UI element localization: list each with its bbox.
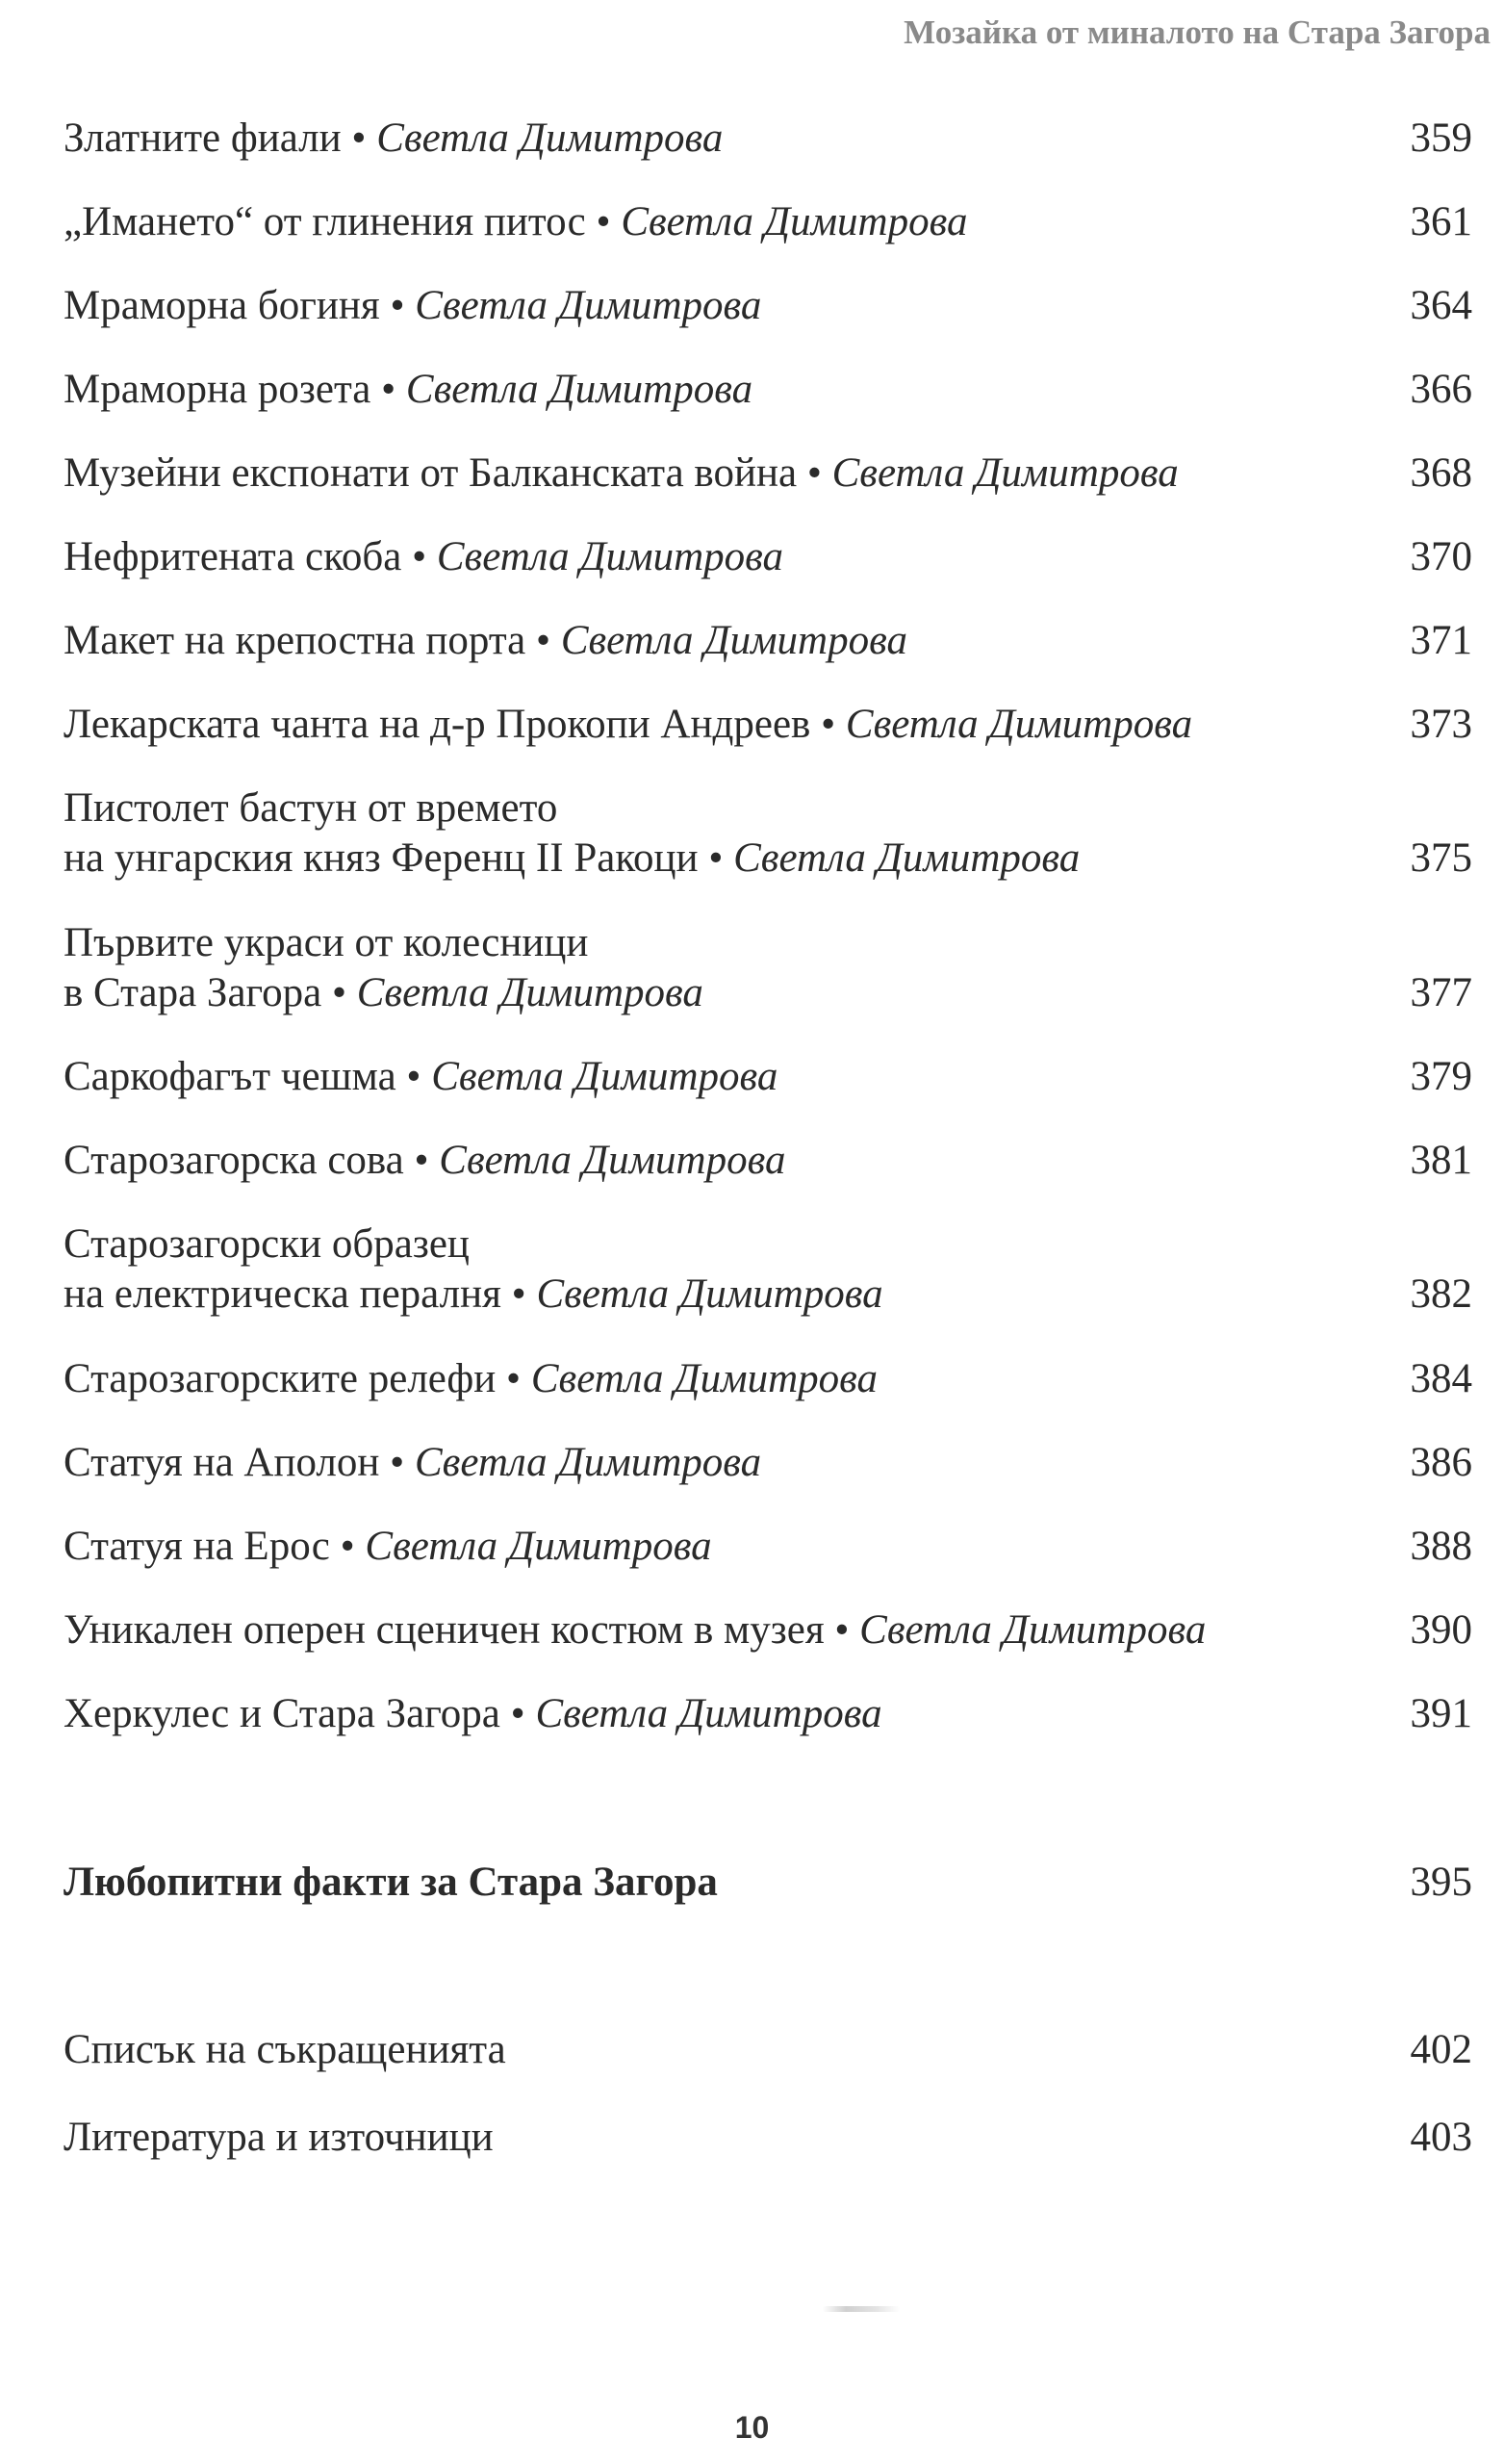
toc-entry (64, 365, 1472, 415)
entry-page: 366 (1410, 367, 1472, 412)
toc-entry (64, 1605, 1472, 1656)
entry-title: Музейни експонати от Балканската война (64, 450, 798, 496)
separator: • (414, 1138, 429, 1183)
toc-entry (64, 1689, 1472, 1739)
entry-page: 377 (1410, 970, 1472, 1015)
entry-author: Светла Димитрова (536, 1271, 883, 1317)
entry-title-line-2 (64, 834, 1366, 884)
separator: • (340, 1524, 355, 1569)
separator: • (390, 1440, 405, 1485)
entry-author: Светла Димитрова (530, 1356, 879, 1401)
backmatter-page: 402 (1410, 2027, 1472, 2072)
entry-title-continued: на електрическа пералня (64, 1271, 501, 1317)
entry-title: Мраморна богиня (64, 283, 380, 328)
toc-entry (64, 918, 1472, 1018)
entry-author: Светла Димитрова (376, 116, 724, 161)
separator: • (511, 1271, 526, 1317)
entry-title: Лекарската чанта на д-р Прокопи Андреев (64, 702, 811, 747)
entry-title: Саркофагът чешма (64, 1054, 396, 1099)
entry-title-line: Пистолет бастун от времето (64, 785, 558, 831)
scan-smudge (823, 2306, 900, 2312)
entry-author: Светла Димитрова (535, 1691, 882, 1736)
entry-title: Златните фиали (64, 116, 342, 161)
entry-author: Светла Димитрова (845, 702, 1193, 747)
toc-backmatter-entry (64, 2025, 1472, 2075)
toc-section-entry (64, 1858, 1472, 1908)
toc-entry (64, 1219, 1472, 1320)
toc-entry-text (64, 783, 1472, 884)
toc-entry-text (64, 197, 1472, 247)
entry-author: Светла Димитрова (431, 1054, 778, 1099)
entry-title: Мраморна розета (64, 367, 371, 412)
toc-entry (64, 1052, 1472, 1102)
entry-page: 379 (1410, 1054, 1472, 1099)
entry-title: Старозагорска сова (64, 1138, 404, 1183)
toc-entry (64, 449, 1472, 499)
entry-title-line: Първите украси от колесници (64, 920, 589, 965)
separator: • (510, 1691, 525, 1736)
entry-author: Светла Димитрова (560, 618, 907, 663)
toc-entry-text (64, 449, 1472, 499)
separator: • (708, 835, 724, 881)
entry-title-line-2 (64, 968, 1366, 1018)
separator: • (331, 970, 346, 1015)
toc-entry (64, 1522, 1472, 1572)
entry-page: 390 (1410, 1607, 1472, 1653)
entry-author: Светла Димитрова (439, 1138, 786, 1183)
toc-entry (64, 1438, 1472, 1488)
separator: • (381, 367, 396, 412)
entry-page: 368 (1410, 450, 1472, 496)
entry-author: Светла Димитрова (733, 835, 1081, 881)
entry-author: Светла Димитрова (365, 1524, 712, 1569)
toc-entry-text (64, 365, 1472, 415)
separator: • (806, 450, 822, 496)
entry-title-line-2 (64, 1270, 1366, 1320)
toc-entry-text (64, 1136, 1472, 1186)
entry-page: 359 (1410, 116, 1472, 161)
toc-entry-text (64, 1354, 1472, 1404)
entry-page: 364 (1410, 283, 1472, 328)
backmatter-title: Списък на съкращенията (64, 2027, 506, 2072)
toc-backmatter-entry (64, 2113, 1472, 2163)
toc-entry (64, 616, 1472, 666)
toc-entry (64, 783, 1472, 884)
separator: • (406, 1054, 421, 1099)
toc-entry (64, 281, 1472, 331)
entry-title: Херкулес и Стара Загора (64, 1691, 500, 1736)
entry-page: 373 (1410, 702, 1472, 747)
folio (0, 2410, 1504, 2446)
backmatter-title: Литература и източници (64, 2115, 494, 2160)
entry-author: Светла Димитрова (621, 199, 968, 244)
entry-title: „Имането“ от глинения питос (64, 199, 586, 244)
toc-entry-text (64, 918, 1472, 1018)
toc-entry (64, 700, 1472, 750)
separator: • (351, 116, 367, 161)
separator: • (596, 199, 611, 244)
page-number: 10 (734, 2410, 770, 2445)
entry-title: Статуя на Аполон (64, 1440, 380, 1485)
toc-entry-text (64, 1522, 1472, 1572)
toc-entry (64, 197, 1472, 247)
entry-author: Светла Димитрова (859, 1607, 1207, 1653)
entry-title: Статуя на Ерос (64, 1524, 330, 1569)
toc-entry (64, 532, 1472, 582)
entry-page: 361 (1410, 199, 1472, 244)
entry-title: Нефритената скоба (64, 534, 402, 579)
entry-title-continued: на унгарския княз Ференц II Ракоци (64, 835, 699, 881)
entry-title: Макет на крепостна порта (64, 618, 526, 663)
separator: • (821, 702, 836, 747)
toc-entry (64, 1354, 1472, 1404)
entry-title: Уникален оперен сценичен костюм в музея (64, 1607, 825, 1653)
entry-page: 370 (1410, 534, 1472, 579)
section-page: 395 (1410, 1860, 1472, 1905)
entry-author: Светла Димитрова (414, 1440, 762, 1485)
entry-page: 375 (1410, 835, 1472, 881)
entry-title: Старозагорските релефи (64, 1356, 497, 1401)
toc-entry-text (64, 281, 1472, 331)
toc-entry-text (64, 1689, 1472, 1739)
separator: • (412, 534, 427, 579)
toc-entry-text (64, 700, 1472, 750)
entry-page: 382 (1410, 1271, 1472, 1317)
entry-page: 371 (1410, 618, 1472, 663)
toc-entry-text (64, 1605, 1472, 1656)
toc-entry-text (64, 1219, 1472, 1320)
separator: • (506, 1356, 522, 1401)
separator: • (390, 283, 405, 328)
separator: • (834, 1607, 850, 1653)
entry-page: 381 (1410, 1138, 1472, 1183)
entry-author: Светла Димитрова (415, 283, 762, 328)
separator: • (536, 618, 551, 663)
entry-page: 384 (1410, 1356, 1472, 1401)
toc-entry-text (64, 1052, 1472, 1102)
toc-entry-text (64, 1438, 1472, 1488)
entry-page: 391 (1410, 1691, 1472, 1736)
toc-entry-text (64, 532, 1472, 582)
section-title: Любопитни факти за Стара Загора (64, 1860, 718, 1905)
entry-author: Светла Димитрова (831, 450, 1179, 496)
entry-title-line: Старозагорски образец (64, 1221, 470, 1267)
entry-author: Светла Димитрова (356, 970, 703, 1015)
entry-page: 386 (1410, 1440, 1472, 1485)
toc-entry (64, 1136, 1472, 1186)
entry-page: 388 (1410, 1524, 1472, 1569)
toc-entry-text (64, 114, 1472, 164)
entry-title-continued: в Стара Загора (64, 970, 322, 1015)
backmatter-page: 403 (1410, 2115, 1472, 2160)
toc-entry (64, 114, 1472, 164)
toc-entry-text (64, 616, 1472, 666)
running-head: Мозайка от миналото на Стара Загора (904, 13, 1491, 51)
entry-author: Светла Димитрова (405, 367, 753, 412)
entry-author: Светла Димитрова (436, 534, 784, 579)
